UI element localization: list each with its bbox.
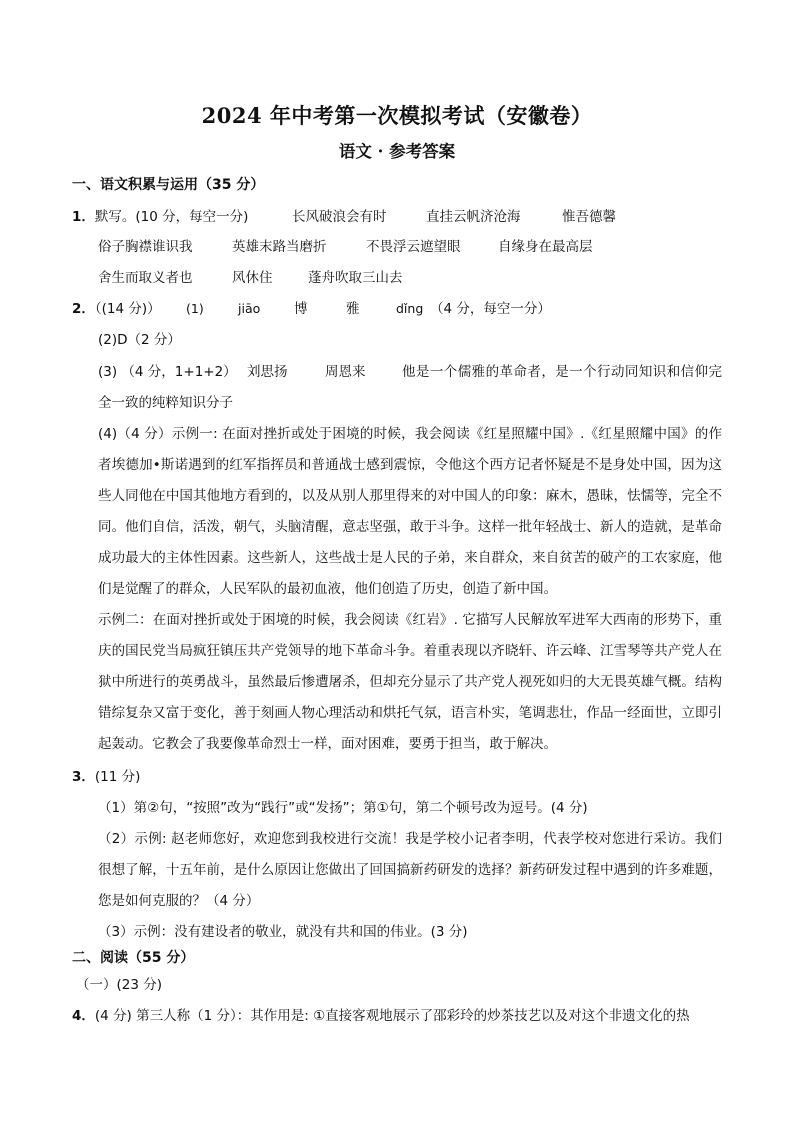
answer-item: 舍生而取义者也	[98, 270, 193, 286]
question-2-header	[72, 299, 161, 319]
subsection-heading: （一）(23 分)	[76, 977, 163, 993]
part-label: (1)	[186, 301, 204, 316]
answer-item: 风休住	[232, 270, 273, 286]
char-answer: 雅	[346, 301, 360, 317]
answer-item: 惟吾德馨	[562, 209, 616, 225]
question-number: 2．	[72, 301, 95, 317]
q2-part-3-text: 他是一个儒雅的革命者，是一个行动同知识和信仰完全一致的纯粹知识分子	[98, 364, 722, 411]
question-4-text: (4 分) 第三人称（1 分）：其作用是: ①直接客观地展示了邵彩玲的炒茶技艺以及对这个非遗文化的热	[94, 1008, 690, 1024]
question-number: 3．	[72, 769, 95, 785]
q3-answer-3: （3）示例：没有建设者的敬业，就没有共和国的伟业。(3 分)	[98, 924, 468, 940]
answer-item: 周恩来	[325, 364, 366, 380]
q1-answers-row-2	[98, 237, 593, 257]
page-title: 2024 年中考第一次模拟考试（安徽卷）	[201, 103, 593, 128]
answer-item: 不畏浮云遮望眼	[366, 239, 461, 255]
answer-item: 俗子胸襟谁识我	[98, 239, 193, 255]
answer-item: 直挂云帆济沧海	[426, 209, 521, 225]
q2-part-3-label: (3) （4 分，1+1+2）	[98, 364, 237, 380]
answer-item: 自缘身在最高层	[498, 239, 593, 255]
answer-item: 蓬舟吹取三山去	[308, 270, 403, 286]
page-subtitle: 语文 · 参考答案	[338, 142, 456, 161]
char-answer: 博	[294, 301, 308, 317]
section-heading-2: 二、阅读（55 分）	[72, 950, 195, 966]
q3-answer-1: （1）第②句，“按照”改为“践行”或“发扬”；第①句，第二个顿号改为逗号。(4 分)	[98, 800, 588, 816]
question-1-prefix: 默写。(10 分，每空一分)	[94, 209, 249, 225]
answer-item: 长风破浪会有时	[292, 209, 387, 225]
score-note: （4 分，每空一分）	[430, 301, 551, 317]
q1-answers-row-3	[98, 268, 403, 288]
pinyin-answer: jiāo	[238, 301, 261, 316]
answer-item: 英雄末路当磨折	[232, 239, 327, 255]
section-heading-1: 一、语文积累与运用（35 分）	[72, 177, 265, 193]
q2-part-4-text: (4)（4 分）示例一: 在面对挫折或处于困境的时候，我会阅读《红星照耀中国》.《红星照耀中国》的作者埃德加•斯诺遇到的红军指挥员和普通战士感到震惊，令他这个西方记者怀疑是不是身处中国，因为这些人同他在中国其他地方看到的，以及从别人那里得来的对中国人的印象：麻木，愚昧，怯懦等，完全不同。他们自信，活泼，朝气，头脑清醒，意志坚强，敢于斗争。这样一批年轻战士、新人的造就，是革命成功最大的主体性因素。这些新人，这些战士是人民的子弟，来自群众，来自贫苦的破产的工农家庭，他们是觉醒了的群众，人民军队的最初血液，他们创造了历史，创造了新中国。	[98, 426, 722, 597]
question-2-prefix: （(14 分)）	[94, 301, 161, 317]
q1-answers-row-1	[292, 207, 616, 227]
q2-part-5-text: 示例二：在面对挫折或处于困境的时候，我会阅读《红岩》. 它描写人民解放军进军大西南的形势下，重庆的国民党当局疯狂镇压共产党领导的地下革命斗争。着重表现以齐晓轩、许云峰、江雪琴等共产党人在狱中所进行的英勇战斗，虽然最后惨遭屠杀，但却充分显示了共产党人视死如归的大无畏英雄气概。结构错综复杂又富于变化，善于刻画人物心理活动和烘托气氛，语言朴实，笔调悲壮，作品一经面世，立即引起轰动。它教会了我要像革命烈士一样，面对困难，要勇于担当，敢于解决。	[98, 612, 722, 752]
question-1-header	[72, 207, 248, 227]
pinyin-answer: dǐng	[396, 301, 424, 316]
q2-part-2: (2)D（2 分）	[98, 332, 181, 348]
answer-item: 刘思扬	[247, 364, 288, 380]
q3-answer-2: （2）示例: 赵老师您好，欢迎您到我校进行交流！我是学校小记者李明，代表学校对您进行采访。我们很想了解，十五年前，是什么原因让您做出了回国搞新药研发的选择？新药研发过程中遇到的许多难题，您是如何克服的？（4 分）	[98, 831, 722, 909]
q2-part-1	[186, 299, 551, 319]
question-3-prefix: (11 分)	[94, 769, 141, 785]
question-number: 1．	[72, 209, 95, 225]
question-4	[72, 1006, 690, 1026]
question-3-header	[72, 767, 140, 787]
question-number: 4．	[72, 1008, 95, 1024]
